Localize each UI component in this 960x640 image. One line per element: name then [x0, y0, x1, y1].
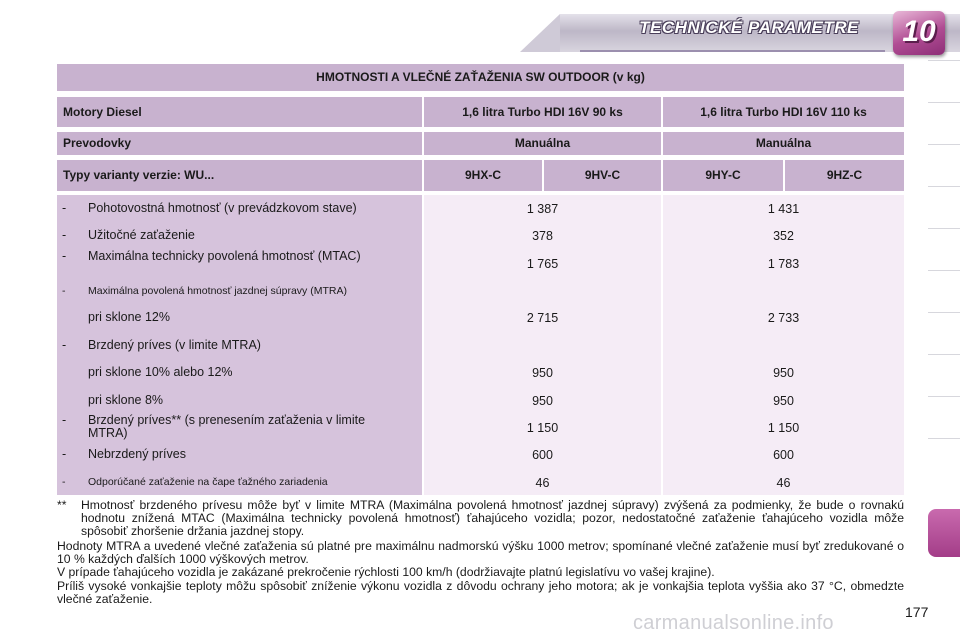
row-value-1: 950	[532, 366, 553, 380]
side-tab[interactable]	[928, 228, 960, 269]
chapter-badge	[893, 11, 945, 55]
side-tab[interactable]	[928, 60, 960, 101]
side-tab[interactable]	[928, 396, 960, 437]
version-cell: 9HX-C	[424, 160, 542, 191]
side-tab[interactable]	[928, 144, 960, 185]
row-value-2: 950	[773, 366, 794, 380]
row-value-2: 1 431	[767, 202, 800, 216]
row-value-2: 2 733	[767, 311, 800, 325]
row-value-2: 46	[776, 476, 791, 490]
row-value-2: 352	[773, 229, 794, 243]
note-paragraph: V prípade ťahajúceho vozidla je zakázané prekročenie rýchlosti 100 km/h (dodržiavajte platnú legislatívu vo vašej krajine).	[57, 565, 715, 579]
side-tab-active[interactable]	[928, 509, 960, 557]
note-paragraph: Hodnoty MTRA a uvedené vlečné zaťaženia sú platné pre maximálnu nadmorskú výšku 1000 metrov; spomínané vlečné zaťaženie musí byť zredukované o 10 % každých ďalších 1000 výškových metrov.	[57, 539, 904, 566]
row-value-2: 600	[773, 448, 794, 462]
note-paragraph: Príliš vysoké vonkajšie teploty môžu spôsobiť zníženie výkonu vozidla z dôvodu ochrany jeho motora; ak je vonkajšia teplota vyššia ako 37 °C, obmedzte vlečné zaťaženie.	[57, 579, 904, 606]
row-value-2: 1 783	[767, 257, 800, 271]
side-tab[interactable]	[928, 102, 960, 143]
row-value-2: 950	[773, 394, 794, 408]
side-tab[interactable]	[928, 438, 960, 479]
watermark: carmanualsonline.info	[633, 612, 834, 634]
version-cell: 9HY-C	[663, 160, 783, 191]
row-value-1: 1 150	[526, 421, 559, 435]
header-underline	[580, 50, 885, 52]
version-cell: 9HV-C	[544, 160, 661, 191]
side-tab[interactable]	[928, 312, 960, 353]
row-value-2: 1 150	[767, 421, 800, 435]
row-value-1: 378	[532, 229, 553, 243]
side-tab[interactable]	[928, 270, 960, 311]
gearbox-2: Manuálna	[663, 132, 904, 155]
page-title: TECHNICKÉ PARAMETRE	[639, 18, 859, 37]
gearbox-label: Prevodovky	[57, 132, 422, 155]
row-value-1: 950	[532, 394, 553, 408]
footnote-star	[57, 499, 904, 538]
versions-label: Typy varianty verzie: WU...	[57, 160, 422, 191]
row-value-1: 600	[532, 448, 553, 462]
engine-2-header: 1,6 litra Turbo HDI 16V 110 ks	[663, 97, 904, 127]
gearbox-1: Manuálna	[424, 132, 661, 155]
table-title: HMOTNOSTI A VLEČNÉ ZAŤAŽENIA SW OUTDOOR (v kg)	[57, 64, 904, 91]
engine-1-header: 1,6 litra Turbo HDI 16V 90 ks	[424, 97, 661, 127]
side-tab[interactable]	[928, 354, 960, 395]
row-value-1: 2 715	[526, 311, 559, 325]
engines-label: Motory Diesel	[57, 97, 422, 127]
side-tab[interactable]	[928, 186, 960, 227]
footnote-star-text: Hmotnosť brzdeného prívesu môže byť v limite MTRA (Maximálna povolená hmotnosť jazdnej súpravy) zvýšená za podmienky, že bude o rovnakú hodnotu znížená MTAC (Maximálna technicky povolená hmotnosť) ťahajúceho vozidla; pozor, nedostatočné zaťaženie ťahajúceho vozidla môže spôsobiť zhoršenie držania jazdnej stopy.	[81, 498, 904, 538]
row-value-1: 46	[535, 476, 550, 490]
chapter-number: 10	[902, 15, 936, 48]
version-cell: 9HZ-C	[785, 160, 904, 191]
footnote-mark: **	[57, 498, 67, 512]
row-value-1: 1 765	[526, 257, 559, 271]
page-number: 177	[905, 604, 929, 620]
row-value-1: 1 387	[526, 202, 559, 216]
